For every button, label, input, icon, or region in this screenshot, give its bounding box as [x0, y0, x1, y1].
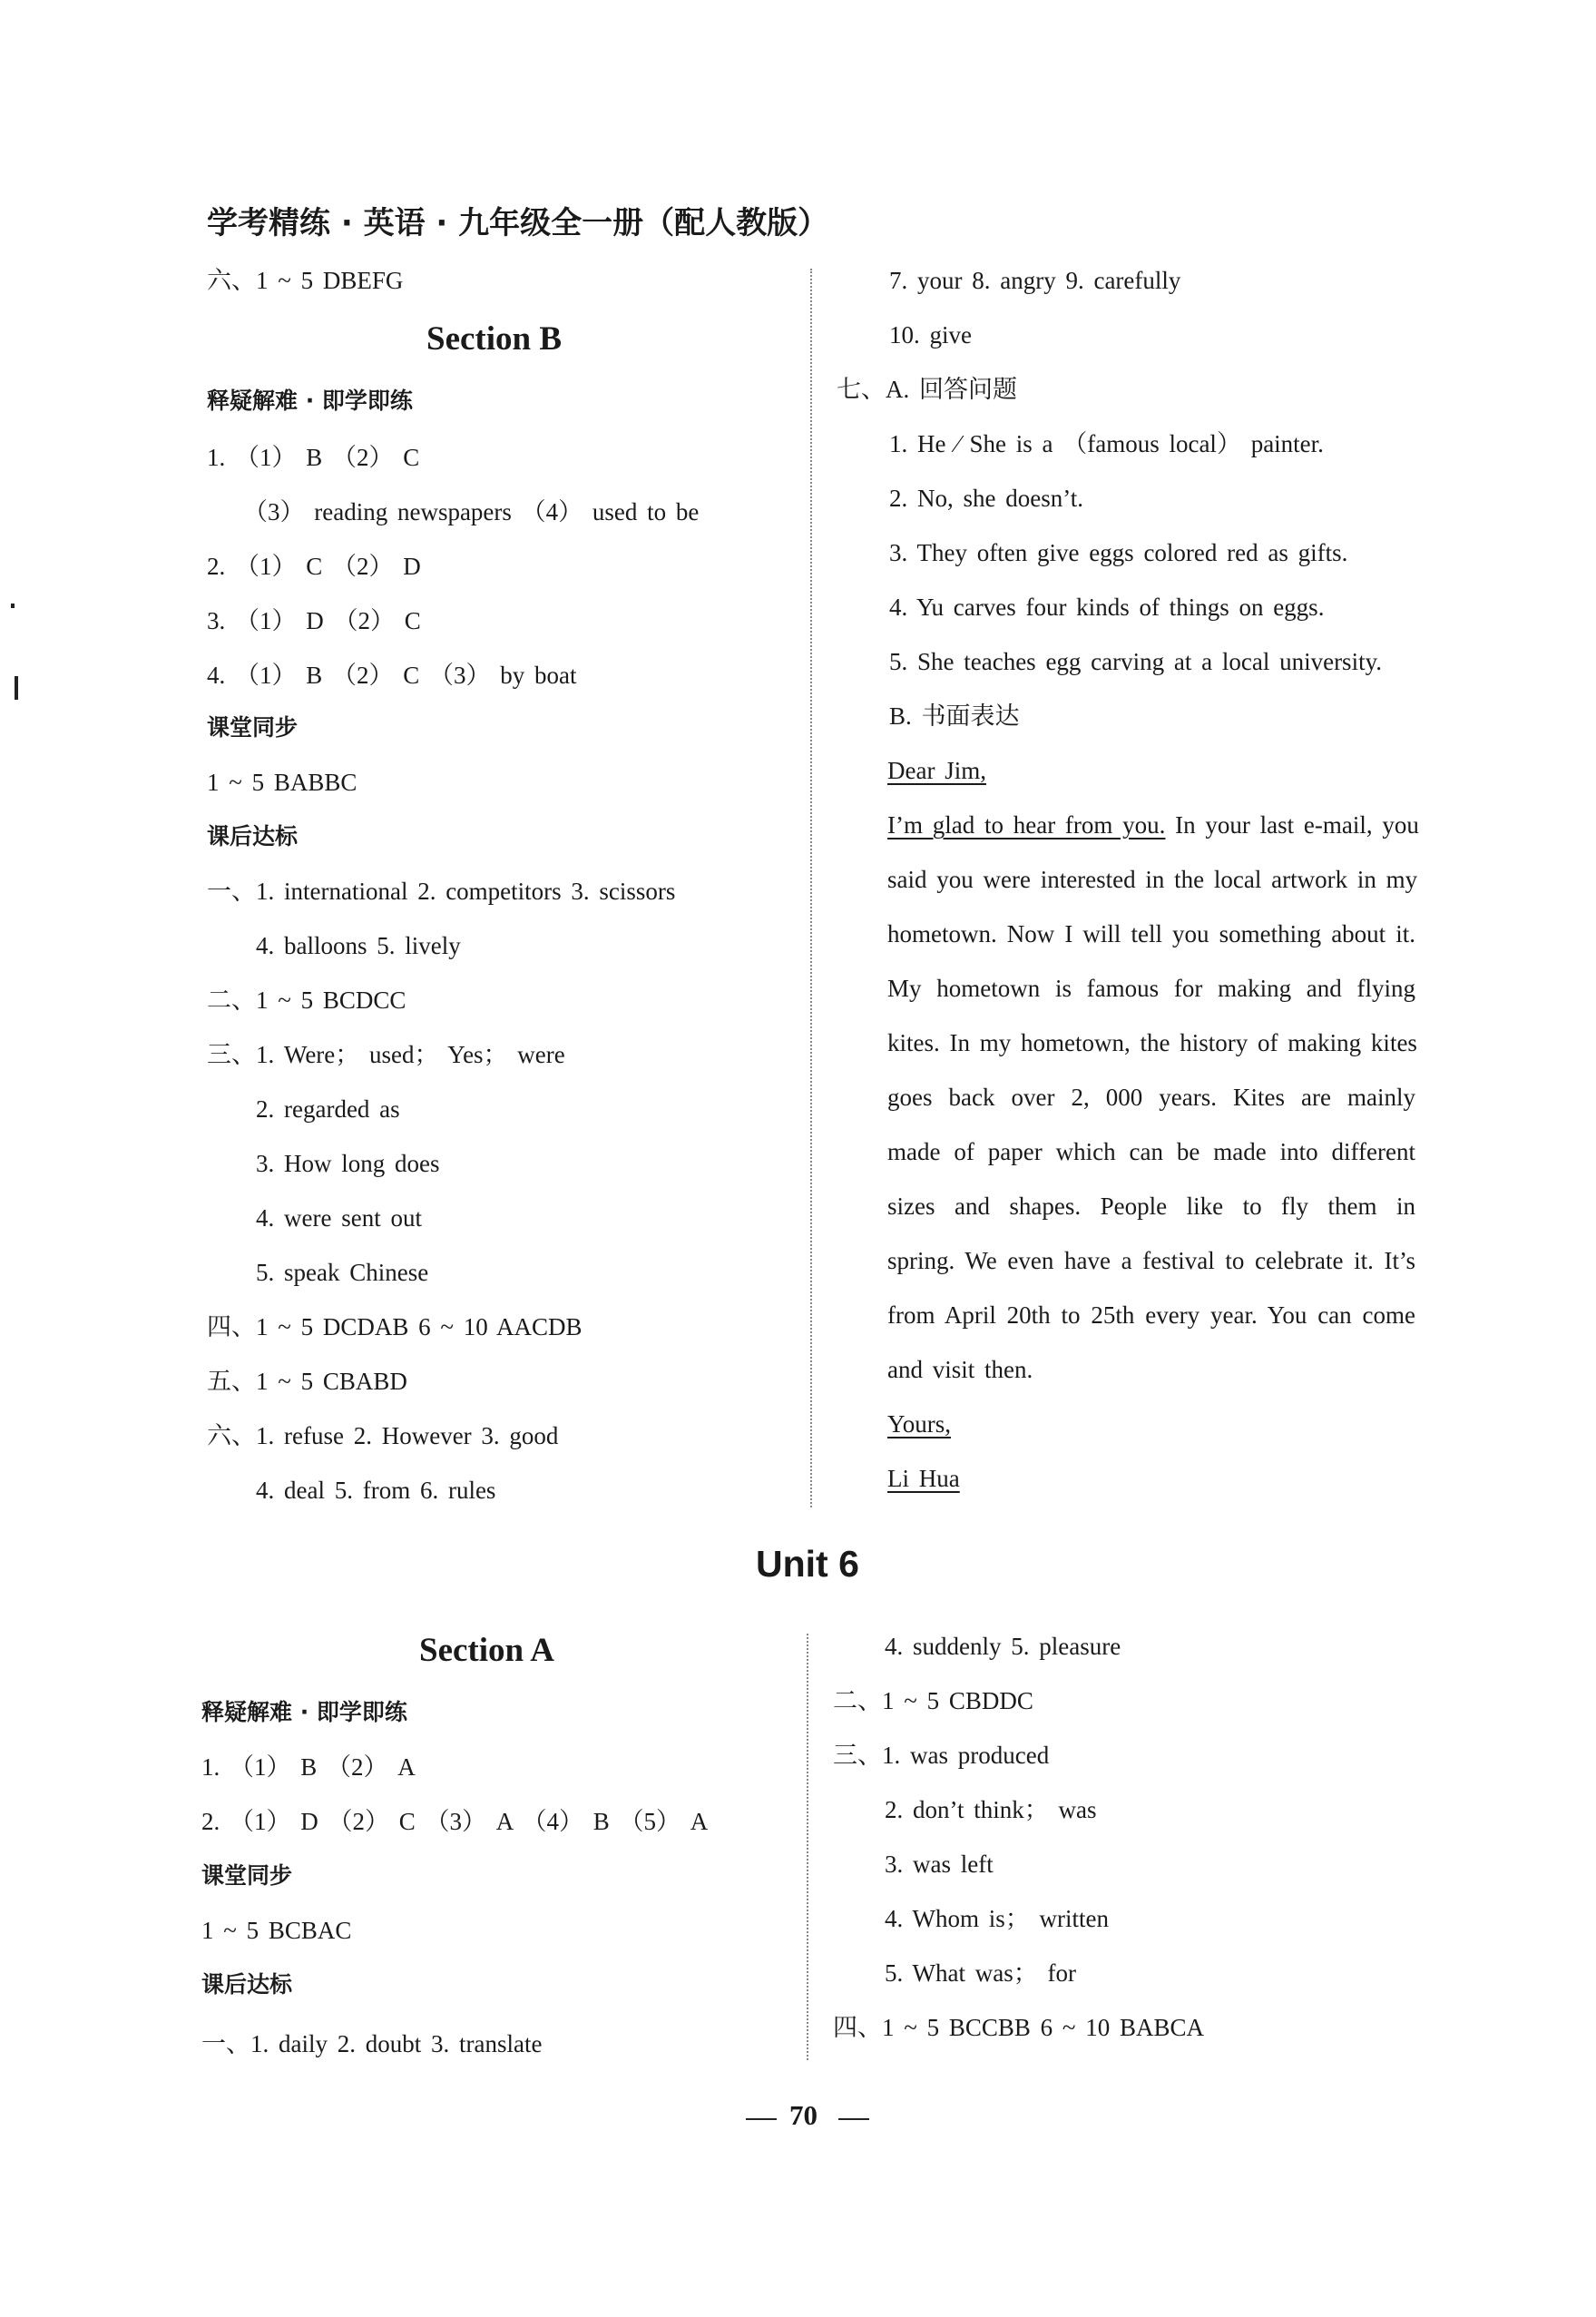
letter-greeting: Dear Jim, — [887, 757, 986, 784]
answer-line: 2. No, she doesn’t. — [889, 485, 1083, 512]
answer-line: 七、A. 回答问题 — [837, 376, 1017, 403]
answer-line: 4. Whom is； written — [885, 1905, 1109, 1932]
answer-line: 3. How long does — [256, 1150, 440, 1177]
answer-line: 7. your 8. angry 9. carefully — [889, 267, 1181, 294]
letter-line: My hometown is famous for making and flying — [887, 975, 1415, 1002]
answer-line: 3. was left — [885, 1851, 994, 1878]
section-title: Section B — [426, 320, 563, 358]
answer-line: 1 ~ 5 BABBC — [207, 769, 357, 796]
answer-line: 1. （1） B （2） A — [201, 1753, 416, 1781]
subheading: 释疑解难 · 即学即练 — [201, 1699, 407, 1725]
answer-line: 4. balloons 5. lively — [256, 932, 461, 959]
letter-line: from April 20th to 25th every year. You can come — [887, 1301, 1415, 1329]
answer-line: 三、1. Were； used； Yes； were — [207, 1041, 565, 1068]
answer-line: 四、1 ~ 5 BCCBB 6 ~ 10 BABCA — [833, 2014, 1205, 2041]
answer-line: 2. don’t think； was — [885, 1796, 1097, 1823]
subheading: 课堂同步 — [201, 1862, 293, 1889]
answer-line: 4. suddenly 5. pleasure — [885, 1633, 1121, 1660]
letter-line: hometown. Now I will tell you something about it. — [887, 920, 1415, 947]
letter-signature: Li Hua — [887, 1465, 960, 1492]
answer-line: B. 书面表达 — [889, 702, 1020, 730]
answer-line: 三、1. was produced — [833, 1742, 1050, 1769]
answer-line: 2. （1） C （2） D — [207, 553, 421, 580]
answer-line: 1. （1） B （2） C — [207, 444, 420, 471]
answer-line: 3. （1） D （2） C — [207, 607, 421, 634]
subheading: 课后达标 — [201, 1971, 293, 1998]
letter-line: spring. We even have a festival to celebrate it. It’s — [887, 1247, 1415, 1274]
answer-line: 一、1. daily 2. doubt 3. translate — [201, 2030, 543, 2057]
answer-line: 一、1. international 2. competitors 3. scissors — [207, 878, 676, 905]
answer-line: 5. speak Chinese — [256, 1259, 429, 1286]
letter-line: sizes and shapes. People like to fly them in — [887, 1193, 1415, 1220]
letter-opening-underlined: I’m glad to hear from you. — [887, 811, 1166, 839]
answer-line: 二、1 ~ 5 BCDCC — [207, 987, 406, 1014]
answer-line: 1 ~ 5 BCBAC — [201, 1917, 352, 1944]
letter-line: and visit then. — [887, 1356, 1033, 1383]
answer-line: 4. were sent out — [256, 1204, 422, 1232]
scan-speck — [11, 604, 15, 608]
letter-line: made of paper which can be made into different — [887, 1138, 1415, 1165]
letter-line: said you were interested in the local artwork in my — [887, 866, 1418, 893]
subheading: 课后达标 — [207, 823, 299, 849]
answer-line: 六、1. refuse 2. However 3. good — [207, 1422, 559, 1449]
column-divider — [810, 269, 812, 1507]
answer-line: 二、1 ~ 5 CBDDC — [833, 1687, 1033, 1714]
section-title: Section A — [419, 1632, 555, 1669]
letter-opening — [887, 810, 1419, 840]
subheading: 课堂同步 — [207, 714, 299, 741]
letter-line: kites. In my hometown, the history of making kites — [887, 1029, 1417, 1056]
answer-line: 5. What was； for — [885, 1959, 1076, 1987]
dash-right — [838, 2118, 869, 2120]
letter-closing: Yours, — [887, 1410, 952, 1438]
answer-line: 4. deal 5. from 6. rules — [256, 1477, 496, 1504]
column-divider — [807, 1634, 808, 2060]
letter-line: goes back over 2, 000 years. Kites are mainly — [887, 1084, 1415, 1111]
answer-line: 五、1 ~ 5 CBABD — [207, 1368, 407, 1395]
unit-title: Unit 6 — [756, 1543, 859, 1585]
answer-line: 4. （1） B （2） C （3） by boat — [207, 662, 577, 689]
answer-line: 2. regarded as — [256, 1095, 400, 1123]
letter-opening-rest: In your last e-mail, you — [1165, 811, 1419, 839]
scan-speck — [15, 676, 18, 700]
answer-line: （3） reading newspapers （4） used to be — [243, 498, 700, 525]
page-number-footer — [746, 2099, 869, 2135]
answer-line: 10. give — [889, 321, 972, 349]
answer-line: 1. He ⁄ She is a （famous local） painter. — [889, 430, 1324, 457]
answer-line: 六、1 ~ 5 DBEFG — [207, 267, 404, 294]
subheading: 释疑解难 · 即学即练 — [207, 388, 413, 414]
page-number: 70 — [789, 2099, 818, 2131]
answer-line: 3. They often give eggs colored red as gifts. — [889, 539, 1348, 566]
answer-line: 2. （1） D （2） C （3） A （4） B （5） A — [201, 1808, 709, 1835]
answer-line: 四、1 ~ 5 DCDAB 6 ~ 10 AACDB — [207, 1313, 583, 1340]
page-header-title: 学考精练 · 英语 · 九年级全一册（配人教版） — [207, 205, 829, 241]
answer-line: 5. She teaches egg carving at a local university. — [889, 648, 1383, 675]
answer-line: 4. Yu carves four kinds of things on eggs. — [889, 594, 1325, 621]
dash-left — [746, 2118, 777, 2120]
